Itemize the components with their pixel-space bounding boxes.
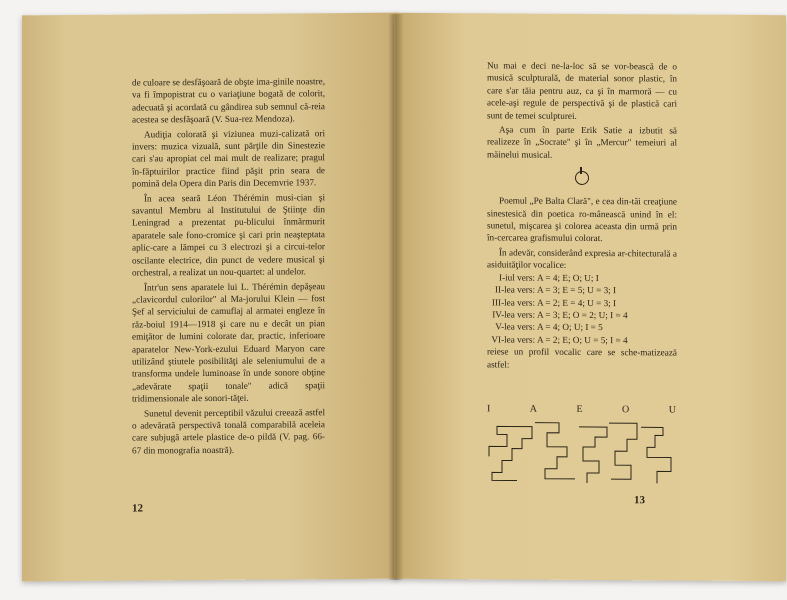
verse-row bbox=[487, 283, 677, 297]
right-page-text bbox=[487, 59, 677, 371]
left-page-text bbox=[132, 75, 325, 457]
verse-row bbox=[487, 321, 677, 335]
book-spine bbox=[388, 14, 404, 580]
ornament-icon bbox=[575, 171, 589, 185]
right-paragraph: reiese un profil vocalic care se sche-matizează astfel: bbox=[487, 346, 677, 370]
verse-value: A = 3; E; O = 2; U; I = 4 bbox=[537, 309, 628, 321]
verse-label: VI-lea vers: bbox=[491, 334, 535, 345]
left-paragraph: Sunetul devenit perceptibil văzului creează astfel o adevărată perspectivă tonală comparabilă aceleia care subjugă artele plastice de-o pildă (V. pag. 66-67 din monografia noastră). bbox=[132, 406, 325, 456]
verse-value: A = 3; E = 5; U = 3; I bbox=[537, 284, 617, 296]
verse-label: III-lea vers: bbox=[491, 296, 535, 308]
verse-label: V-lea vers: bbox=[495, 321, 535, 332]
page-number-right: 13 bbox=[634, 494, 645, 507]
verse-list bbox=[487, 271, 677, 347]
verse-value: A = 4; O; U; I = 5 bbox=[537, 321, 603, 333]
left-paragraph: Audiţia colorată şi viziunea muzi-calizată ori invers: muzica vizuală, sunt părţile din Sinestezie cari s'au apropiat cel mai mult de realizare; pragul în-făptuirilor practice fiind păşit prin searа de pomină dela Opera din Paris din Decemvrie 1937. bbox=[132, 127, 325, 189]
verse-value: A = 2; E = 4; U = 3; I bbox=[537, 297, 617, 308]
vowel-label: U bbox=[668, 404, 677, 416]
vowel-label: E bbox=[576, 403, 584, 415]
vowel-label: O bbox=[622, 404, 631, 416]
right-paragraph: Aşa cum în parte Erik Satie a izbutit să realizeze în „Socrate" şi în „Mercur" temeiuri al măinelui musical. bbox=[487, 124, 677, 160]
verse-value: A = 2; E; O; U = 5; I = 4 bbox=[537, 334, 628, 345]
right-page bbox=[394, 13, 786, 581]
left-paragraph: În acea seară Léon Thérémin musi-cian şi savantul Membru al Institutului de Ştiinţe din Leningrad a prezentat pu-blicului înmărmurit aparatele sale fono-cromice şi cari prin neaşteptata aplic-care a lămpei cu 3 electrozi şi a circui-telor oscilante electrice, din punct de vedere musical şi orchestral, a realizat un nou-quartet: al undelor. bbox=[132, 191, 325, 278]
vowel-label: A bbox=[529, 403, 539, 415]
verse-row bbox=[487, 296, 677, 310]
verse-label: IV-lea vers: bbox=[492, 309, 535, 320]
vocalic-profile-svg bbox=[487, 416, 677, 487]
vowel-label: I bbox=[487, 403, 492, 415]
right-paragraph: În adevăr, considerând expresia ar-chitecturală a asiduităţilor vocalice: bbox=[487, 247, 677, 271]
open-booklet bbox=[22, 14, 770, 580]
verse-row bbox=[487, 271, 677, 285]
left-page bbox=[22, 13, 398, 582]
verse-label: I-iul vers: bbox=[499, 272, 535, 283]
verse-label: II-lea vers: bbox=[494, 284, 535, 295]
left-paragraph: de culoare se desfăşoară de obşte ima-ginile noastre, va fi împopistrat cu o variaţiune bogată de colorit, adecuată şi acordată cu gândirea sub semnul că-reia acestea se desfăşoară (V. Sua-rez Mendoza). bbox=[132, 76, 325, 125]
verse-row bbox=[487, 333, 677, 347]
right-paragraph: Poemul „Pe Balta Clară", e cea din-tâi creaţiune sinestesică din poetica ro-mânească unind în el: sunetul, mişcarea şi colorea aceasta din urmă prin în-cercarea grafismului colorat. bbox=[487, 195, 677, 244]
right-paragraph: Nu mai e deci ne-la-loc să se vor-bească de o musică sculpturală, de material sonor plastic, în care s'ar tăia pentru auz, ca şi în marmoră — cu acele-aşi regule de perspectivă şi de plastică cari sunt de temei sculpturei. bbox=[487, 60, 677, 121]
verse-value: A = 4; E; O; U; I bbox=[537, 272, 599, 283]
verse-row bbox=[487, 308, 677, 322]
vowel-header bbox=[487, 403, 677, 415]
left-paragraph: Într'un sens aparatele lui L. Thérémin depăşeau „clavicordul culorilor" al Ma-jorului Klein — fost Şef al serviciului de camuflaj al armatei engleze în răz-boiul 1914—1918 şi care nu e decât un pian emiţător de lumini colorate dar, practic, inferioare aparatelor New-York-ezului Eduard Maryon care utilizând ştiutele posibilităţi ale seleniumului de a transforma undele luminoase în unde sonore obţine „adevărate spaţii tonale" adică spaţii tridimensionale ale sonori-tăţei. bbox=[132, 280, 325, 404]
vocalic-profile-diagram bbox=[487, 416, 677, 487]
page-number-left: 12 bbox=[132, 502, 143, 515]
